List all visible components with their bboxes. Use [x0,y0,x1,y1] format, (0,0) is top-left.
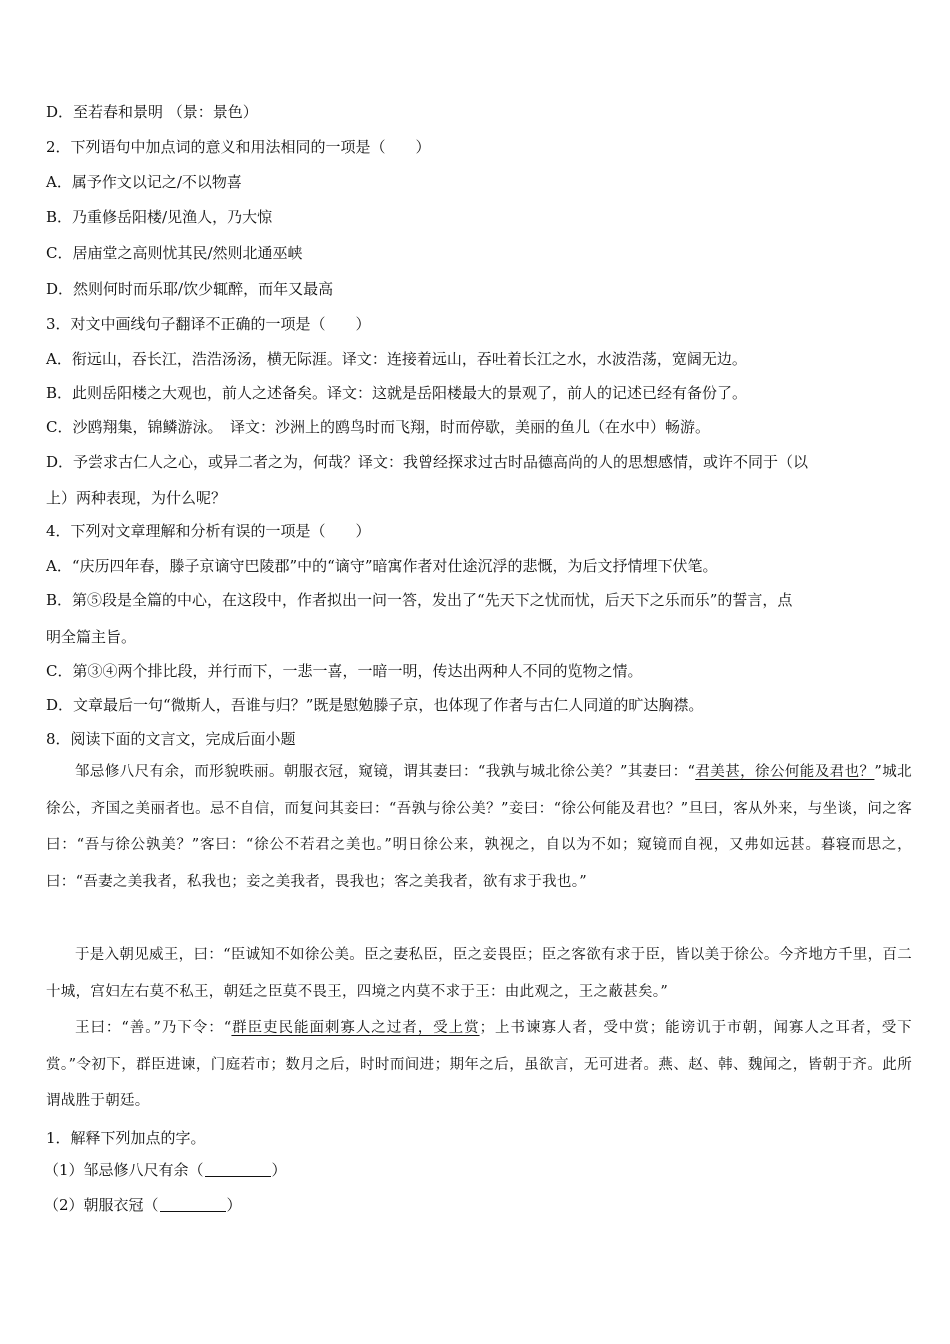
q3-option-d-line1: D．予尝求古仁人之心，或异二者之为，何哉？译文：我曾经探求过古时品德高尚的人的思想感情，或许不同于（以 [46,453,809,471]
q8-sub1-stem: 1．解释下列加点的字。 [46,1129,206,1147]
passage-paragraph-1 [46,754,912,900]
q2-stem: 2．下列语句中加点词的意义和用法相同的一项是（ ） [46,138,431,156]
passage-p1-text-a: 邹忌修八尺有余，而形貌昳丽。朝服衣冠，窥镜，谓其妻曰：“我孰与城北徐公美？”其妻曰：“ [75,764,696,780]
q8-sub1-item-2 [44,1195,242,1215]
q3-option-b: B．此则岳阳楼之大观也，前人之述备矣。译文：这就是岳阳楼最大的景观了，前人的记述已经有备份了。 [46,384,748,402]
item-1-close: ） [271,1161,287,1179]
q8-sub1-item-1 [44,1160,287,1180]
passage-paragraph-2: 于是入朝见威王，曰：“臣诚知不如徐公美。臣之妻私臣，臣之妾畏臣；臣之客欲有求于臣，皆以美于徐公。今齐地方千里，百二十城，宫妇左右莫不私王，朝廷之臣莫不畏王，四境之内莫不求于王：由此观之，王之蔽甚矣。” [46,947,912,1000]
q4-option-a: A．“庆历四年春，滕子京谪守巴陵郡”中的“谪守”暗寓作者对仕途沉浮的悲慨，为后文抒情埋下伏笔。 [46,557,718,575]
q4-option-c: C．第③④两个排比段，并行而下，一悲一喜，一暗一明，传达出两种人不同的览物之情。 [46,662,643,680]
q4-option-b-line2: 明全篇主旨。 [46,628,137,646]
passage-paragraph-3 [46,1010,912,1120]
q4-option-d: D．文章最后一句“微斯人，吾谁与归？”既是慰勉滕子京，也体现了作者与古仁人同道的旷达胸襟。 [46,696,704,714]
q2-option-d: D．然则何时而乐耶/饮少辄醉，而年又最高 [46,280,334,298]
q4-option-b-line1: B．第⑤段是全篇的中心，在这段中，作者拟出一问一答，发出了“先天下之忧而忧，后天下之乐而乐”的誓言，点 [46,591,793,609]
q3-stem: 3．对文中画线句子翻译不正确的一项是（ ） [46,315,371,333]
q3-option-c: C．沙鸥翔集，锦鳞游泳。 译文：沙洲上的鸥鸟时而飞翔，时而停歇，美丽的鱼儿（在水中）畅游。 [46,418,710,436]
q3-option-d-line2: 上）两种表现，为什么呢？ [46,489,227,507]
passage-p3-text-b: ；上书谏寡人者，受中赏；能谤讥于市朝，闻寡人之耳者，受下赏。”令初下，群臣进谏，门庭若市；数月之后，时时而间进；期年之后，虽欲言，无可进者。燕、赵、韩、魏闻之，皆朝于齐。此所谓战胜于朝廷。 [46,1020,912,1109]
item-2-close: ） [226,1196,242,1214]
passage-p3-text-a: 王曰：“善。”乃下令：“ [75,1020,232,1036]
q1-option-d: D．至若春和景明 （景：景色） [46,103,258,121]
answer-blank-1[interactable] [205,1162,271,1177]
q8-stem: 8．阅读下面的文言文，完成后面小题 [46,730,296,748]
passage-p1-underlined: 君美甚，徐公何能及君也？ [695,764,875,780]
q3-option-a: A．衔远山，吞长江，浩浩汤汤，横无际涯。译文：连接着远山，吞吐着长江之水，水波浩荡，宽阔无边。 [46,350,747,368]
q2-option-b: B．乃重修岳阳楼/见渔人，乃大惊 [46,208,273,226]
passage-p1-text-b: ”城北徐公，齐国之美丽者也。忌不自信，而复问其妾曰：“吾孰与徐公美？”妾曰：“徐公何能及君也？”旦曰，客从外来，与坐谈，问之客曰：“吾与徐公孰美？”客曰：“徐公不若君之美也。”明日徐公来，孰视之，自以为不如；窥镜而自视，又弗如远甚。暮寝而思之，曰：“吾妻之美我者，私我也；妾之美我者，畏我也；客之美我者，欲有求于我也。” [46,764,912,890]
q2-option-c: C．居庙堂之高则忧其民/然则北通巫峡 [46,244,303,262]
item-2-text: （2）朝服衣冠（ [44,1196,159,1214]
q4-stem: 4．下列对文章理解和分析有误的一项是（ ） [46,522,371,540]
item-1-text: （1）邹忌修八尺有余（ [44,1161,204,1179]
passage-p3-underlined: 群臣吏民能面刺寡人之过者，受上赏 [231,1020,480,1036]
q2-option-a: A．属予作文以记之/不以物喜 [46,173,242,191]
answer-blank-2[interactable] [160,1197,226,1212]
